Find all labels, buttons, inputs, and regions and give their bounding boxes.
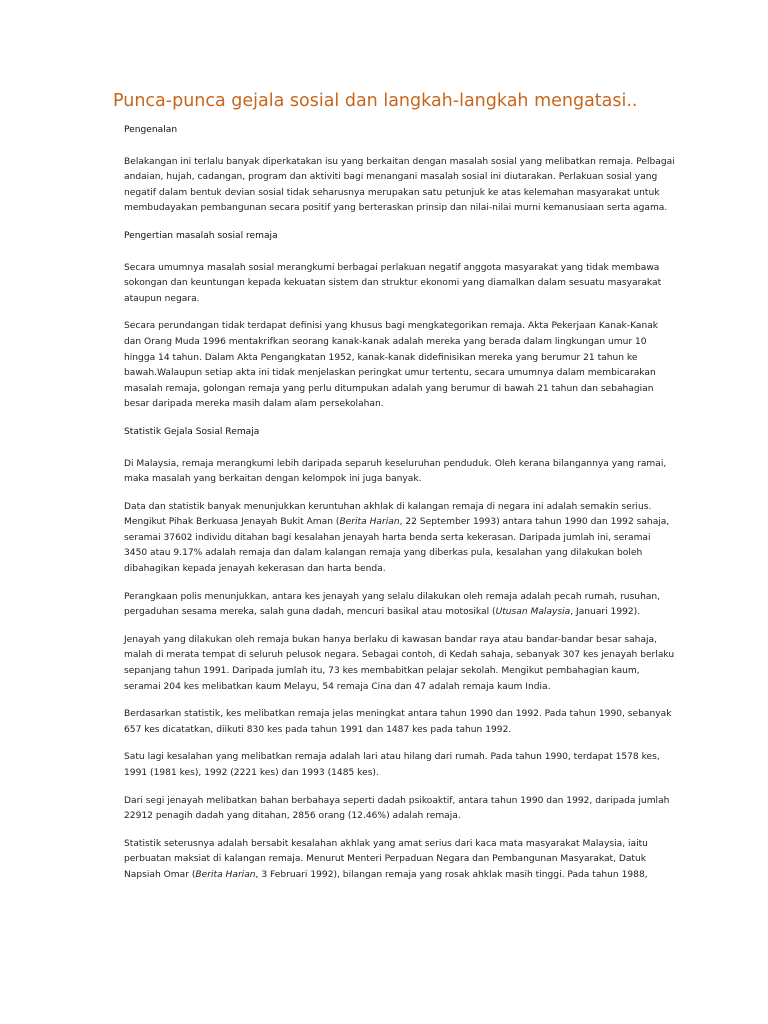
source-citation: Utusan Malaysia xyxy=(495,607,571,618)
text-line: Jenayah yang dilakukan oleh remaja bukan hanya berlaku di kawasan bandar raya atau bandar-bandar besar sahaja, xyxy=(124,634,657,645)
text-line: negatif dalam bentuk devian sosial tidak seharusnya merupakan satu petunjuk ke atas kelemahan masyarakat untuk xyxy=(124,187,660,198)
text-line: andaian, hujah, cadangan, program dan aktiviti bagi menangani masalah sosial ini diutarakan. Perlakuan sosial yang xyxy=(124,172,658,183)
paragraph xyxy=(124,794,744,825)
text-line xyxy=(124,868,744,884)
text-run: pergaduhan sesama mereka, salah guna dadah, mencuri basikal atau motosikal ( xyxy=(124,607,496,618)
text-line: Satu lagi kesalahan yang melibatkan remaja adalah lari atau hilang dari rumah. Pada tahun 1990, terdapat 1578 kes, xyxy=(124,752,660,763)
text-run: Napsiah Omar ( xyxy=(124,869,196,880)
text-line: maka masalah yang berkaitan dengan kelompok ini juga banyak. xyxy=(124,474,422,485)
text-line: sokongan dan keuntungan kepada kekuatan sistem dan struktur ekonomi yang diamalkan dalam sesuatu masyarakat xyxy=(124,278,662,289)
paragraph xyxy=(124,590,744,621)
source-citation: Berita Harian xyxy=(339,517,400,528)
text-line: Data dan statistik banyak menunjukkan keruntuhan akhlak di kalangan remaja di negara ini adalah semakin serius. xyxy=(124,501,652,512)
text-line: 22912 penagih dadah yang ditahan, 2856 orang (12.46%) adalah remaja. xyxy=(124,811,461,822)
text-line: Berdasarkan statistik, kes melibatkan remaja jelas meningkat antara tahun 1990 dan 1992. Pada tahun 1990, sebanyak xyxy=(124,709,672,720)
text-run: , 3 Februari 1992), bilangan remaja yang rosak ahklak masih tinggi. Pada tahun 1988, xyxy=(255,869,648,880)
text-line: 657 kes dicatatkan, diikuti 830 kes pada tahun 1991 dan 1487 kes pada tahun 1992. xyxy=(124,724,512,735)
paragraph xyxy=(124,750,744,781)
text-line: Secara perundangan tidak terdapat definisi yang khusus bagi mengkategorikan remaja. Akta Pekerjaan Kanak-Kanak xyxy=(124,321,659,332)
document-body xyxy=(124,123,744,896)
text-line: 1991 (1981 kes), 1992 (2221 kes) dan 1993 (1485 kes). xyxy=(124,768,379,778)
document-title: Punca-punca gejala sosial dan langkah-langkah mengatasi.. xyxy=(113,91,638,111)
text-line: dibahagikan kepada jenayah kekerasan dan harta benda. xyxy=(124,564,386,575)
text-line: seramai 204 kes melibatkan kaum Melayu, 54 remaja Cina dan 47 adalah remaja kaum India. xyxy=(124,681,551,692)
text-run: , Januari 1992). xyxy=(570,607,641,618)
text-run: , 22 September 1993) antara tahun 1990 dan 1992 sahaja, xyxy=(399,517,670,528)
paragraph xyxy=(124,707,744,738)
paragraph xyxy=(124,633,744,695)
section-heading-pengertian: Pengertian masalah sosial remaja xyxy=(124,230,278,241)
text-run: Mengikut Pihak Berkuasa Jenayah Bukit Aman ( xyxy=(124,517,340,528)
text-line xyxy=(124,515,744,531)
text-line: Dari segi jenayah melibatkan bahan berbahaya seperti dadah psikoaktif, antara tahun 1990 dan 1992, daripada jumlah xyxy=(124,795,670,806)
section-heading-pengenalan: Pengenalan xyxy=(124,125,178,135)
paragraph xyxy=(124,500,744,578)
paragraph xyxy=(124,155,744,217)
text-line: masalah remaja, golongan remaja yang perlu ditumpukan adalah yang berumur di bawah 21 tahun dan sebahagian xyxy=(124,383,654,394)
text-line: Statistik seterusnya adalah bersabit kesalahan akhlak yang amat serius dari kaca mata masyarakat Malaysia, iaitu xyxy=(124,838,648,849)
text-line: malah di merata tempat di seluruh pelusok negara. Sebagai contoh, di Kedah sahaja, sebanyak 307 kes jenayah berlaku xyxy=(124,650,675,661)
paragraph xyxy=(124,457,744,488)
paragraph xyxy=(124,319,744,413)
text-line: sepanjang tahun 1991. Daripada jumlah itu, 73 kes membabitkan pelajar sekolah. Mengikut pembahagian kaum, xyxy=(124,666,640,677)
text-line: seramai 37602 individu ditahan bagi kesalahan jenayah harta benda serta kekerasan. Daripada jumlah ini, seramai xyxy=(124,532,651,543)
paragraph xyxy=(124,261,744,308)
text-line: Secara umumnya masalah sosial merangkumi berbagai perlakuan negatif anggota masyarakat yang tidak membawa xyxy=(124,262,660,273)
text-line: bawah.Walaupun setiap akta ini tidak menjelaskan peringkat umur tertentu, secara umumnya dalam membicarakan xyxy=(124,368,656,379)
text-line: ataupun negara. xyxy=(124,293,200,304)
text-line: Perangkaan polis menunjukkan, antara kes jenayah yang selalu dilakukan oleh remaja adalah pecah rumah, rusuhan, xyxy=(124,591,661,602)
section-heading-statistik: Statistik Gejala Sosial Remaja xyxy=(124,426,260,437)
text-line: hingga 14 tahun. Dalam Akta Pengangkatan 1952, kanak-kanak didefinisikan mereka yang berumur 21 tahun ke xyxy=(124,352,638,363)
text-line: dan Orang Muda 1996 mentakrifkan seorang kanak-kanak adalah mereka yang berada dalam lingkungan umur 10 xyxy=(124,336,647,347)
text-line: perbuatan maksiat di kalangan remaja. Menurut Menteri Perpaduan Negara dan Pembangunan Masyarakat, Datuk xyxy=(124,854,647,865)
text-line: besar daripada mereka masih dalam alam persekolahan. xyxy=(124,399,384,410)
text-line xyxy=(124,605,744,621)
source-citation: Berita Harian xyxy=(195,869,256,880)
text-line: 3450 atau 9.17% adalah remaja dan dalam kalangan remaja yang diberkas pula, kesalahan yang dilakukan boleh xyxy=(124,548,643,559)
text-line: membudayakan pembangunan secara positif yang berteraskan prinsip dan nilai-nilai murni kemanusiaan serta agama. xyxy=(124,203,668,214)
text-line: Di Malaysia, remaja merangkumi lebih daripada separuh keseluruhan penduduk. Oleh kerana bilangannya yang ramai, xyxy=(124,458,667,469)
text-line: Belakangan ini terlalu banyak diperkatakan isu yang berkaitan dengan masalah sosial yang melibatkan remaja. Pelbagai xyxy=(124,156,675,167)
paragraph xyxy=(124,837,744,884)
